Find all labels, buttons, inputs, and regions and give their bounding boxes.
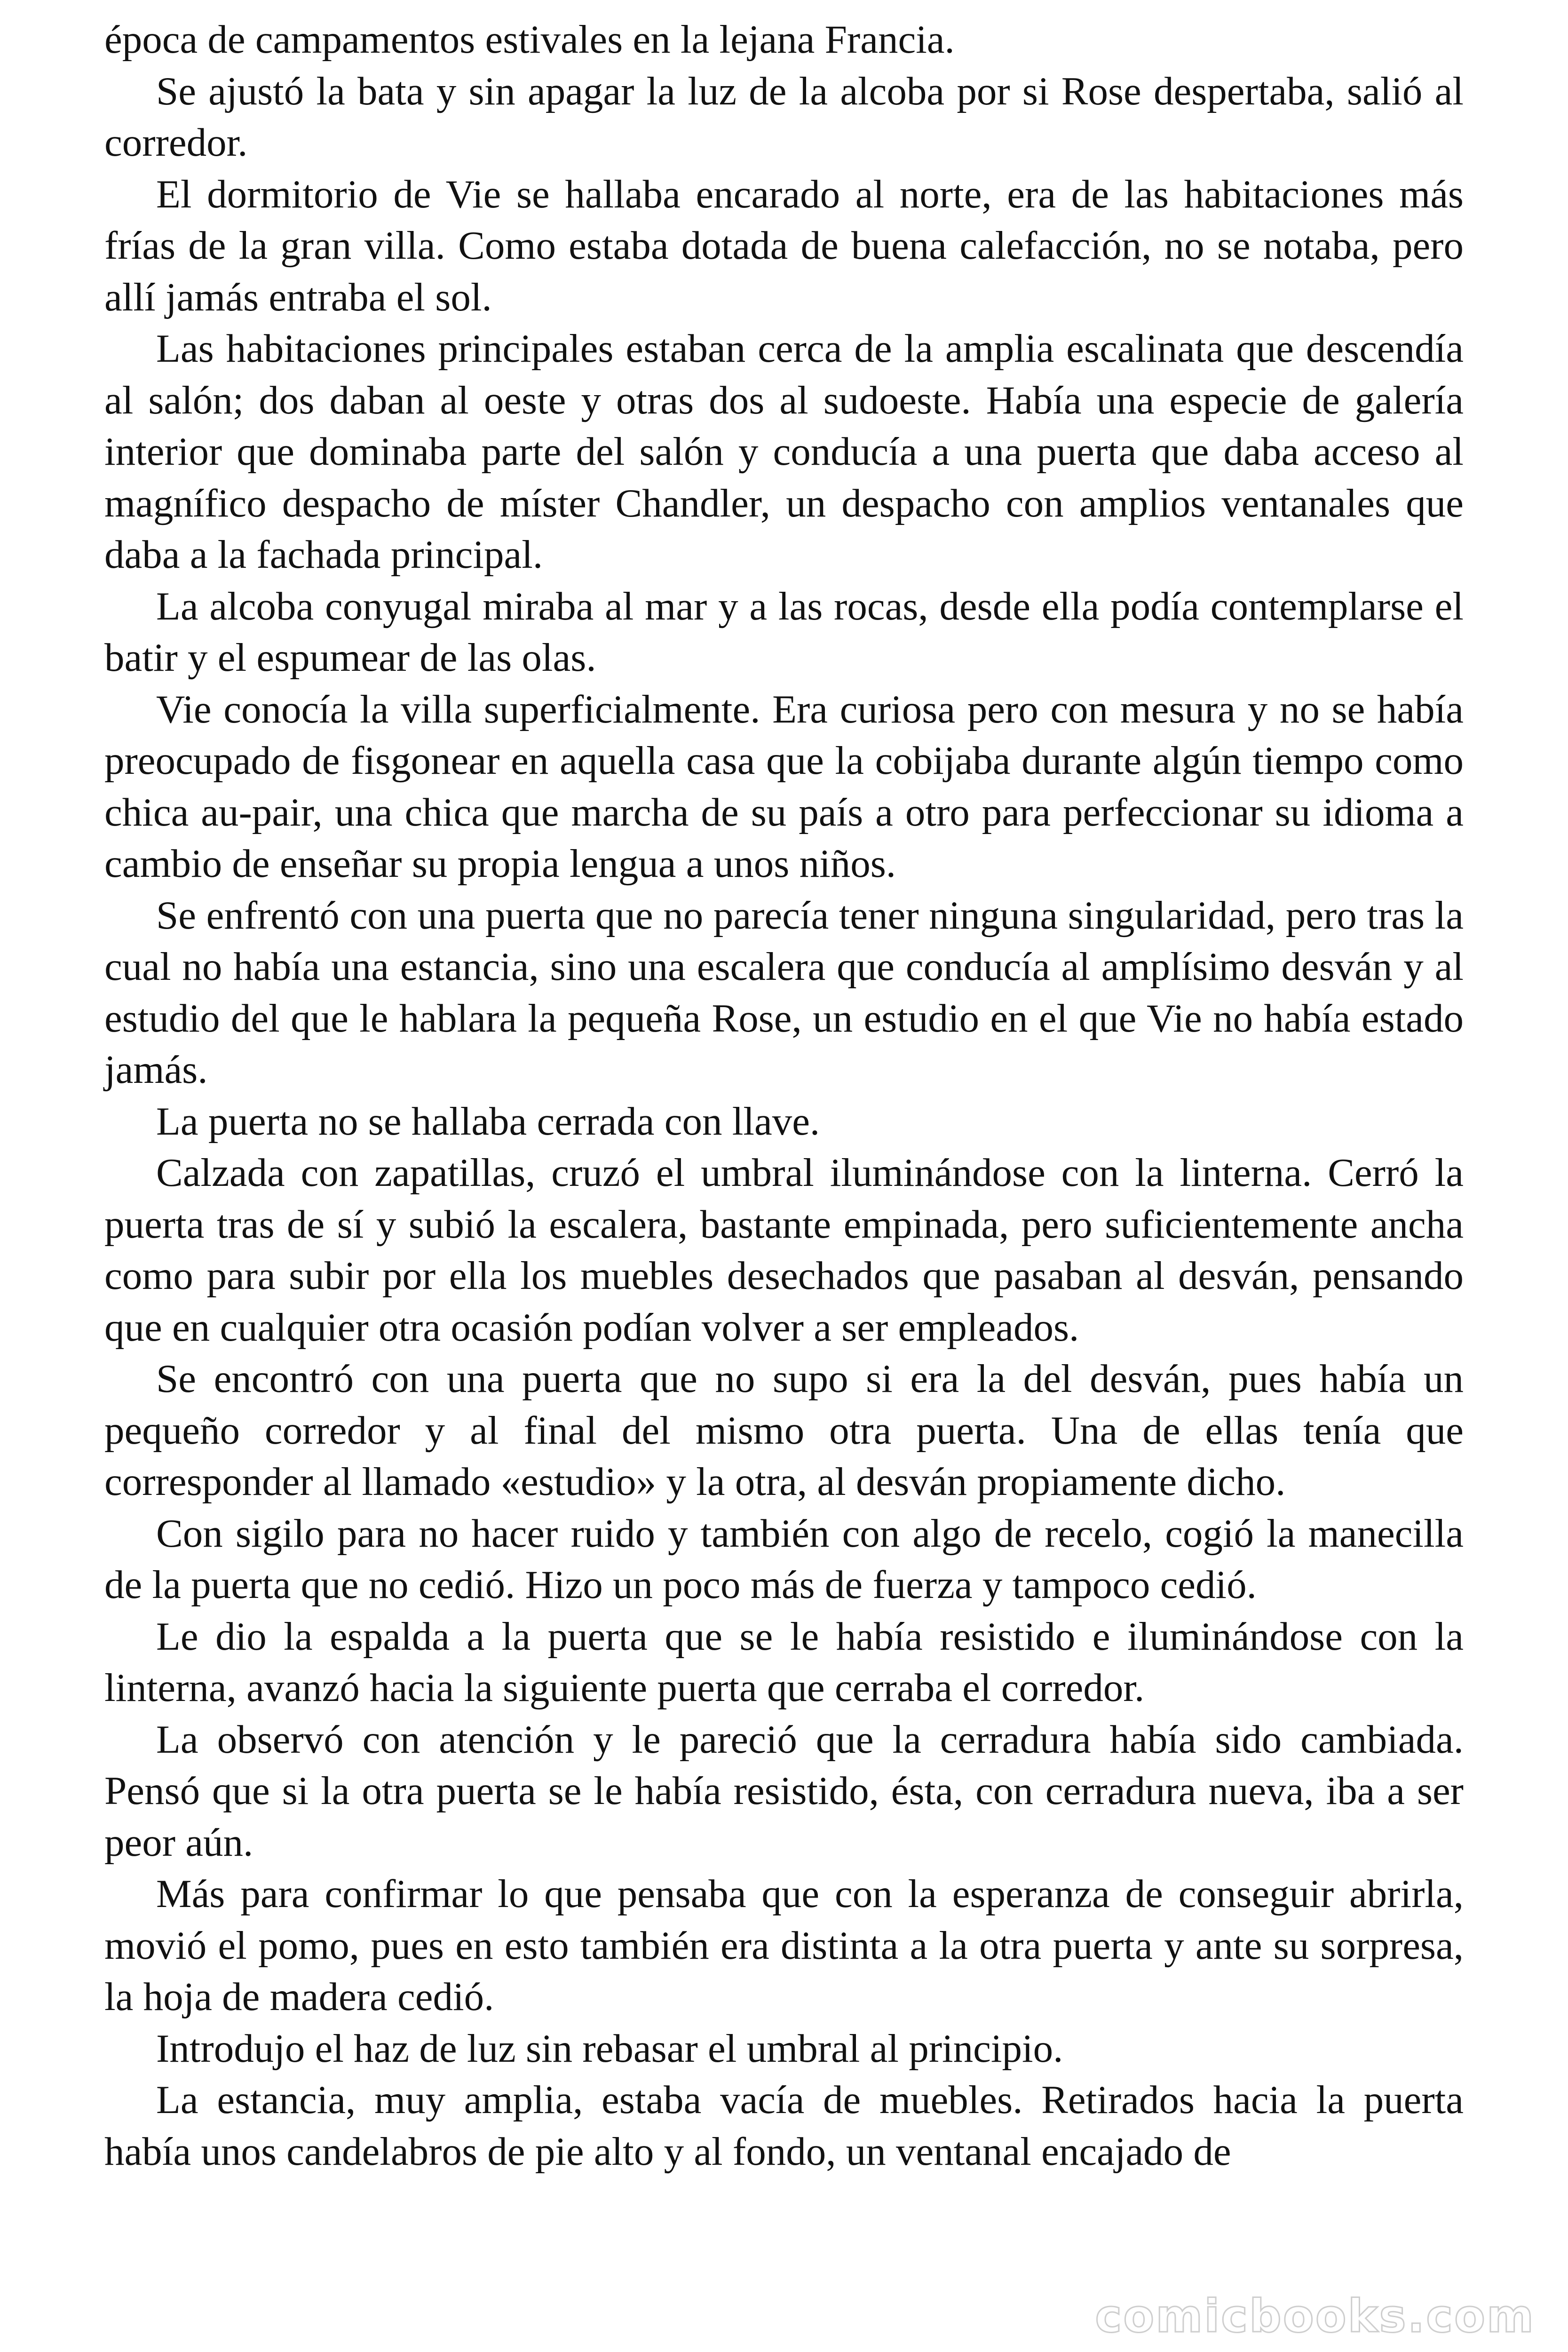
paragraph-13: La observó con atención y le pareció que la cerradura había sido cambiada. Pensó que si la otra puerta se le había resistido, ésta, con cerradura nueva, iba a ser peor aún.: [104, 1717, 1464, 1865]
watermark: comicbooks.com: [1095, 2290, 1535, 2343]
paragraph-8: La puerta no se hallaba cerrada con llave.: [156, 1099, 820, 1144]
paragraph-2: Se ajustó la bata y sin apagar la luz de la alcoba por si Rose despertaba, salió al corredor.: [104, 69, 1464, 165]
paragraph-3: El dormitorio de Vie se hallaba encarado al norte, era de las habitaciones más frías de la gran villa. Como estaba dotada de buena calefacción, no se notaba, pero allí jamás entraba el sol.: [104, 172, 1464, 319]
paragraph-11: Con sigilo para no hacer ruido y también con algo de recelo, cogió la manecilla de la puerta que no cedió. Hizo un poco más de fuerza y tampoco cedió.: [104, 1511, 1464, 1607]
paragraph-14: Más para confirmar lo que pensaba que con la esperanza de conseguir abrirla, movió el pomo, pues en esto también era distinta a la otra puerta y ante su sorpresa, la hoja de madera cedió.: [104, 1872, 1464, 2019]
page-body: [104, 14, 1464, 2177]
paragraph-10: Se encontró con una puerta que no supo si era la del desván, pues había un pequeño corredor y al final del mismo otra puerta. Una de ellas tenía que corresponder al llamado «estudio» y la otra, al desván propiamente dicho.: [104, 1357, 1464, 1504]
paragraph-7: Se enfrentó con una puerta que no parecía tener ninguna singularidad, pero tras la cual no había una estancia, sino una escalera que conducía al amplísimo desván y al estudio del que le hablara la pequeña Rose, un estudio en el que Vie no había estado jamás.: [104, 893, 1464, 1092]
paragraph-5: La alcoba conyugal miraba al mar y a las rocas, desde ella podía contemplarse el batir y el espumear de las olas.: [104, 584, 1464, 680]
paragraph-6: Vie conocía la villa superficialmente. Era curiosa pero con mesura y no se había preocupado de fisgonear en aquella casa que la cobijaba durante algún tiempo como chica au-pair, una chica que marcha de su país a otro para perfeccionar su idioma a cambio de enseñar su propia lengua a unos niños.: [104, 687, 1464, 886]
paragraph-9: Calzada con zapatillas, cruzó el umbral iluminándose con la linterna. Cerró la puerta tras de sí y subió la escalera, bastante empinada, pero suficientemente ancha como para subir por ella los muebles desechados que pasaban al desván, pensando que en cualquier otra ocasión podían volver a ser empleados.: [104, 1151, 1464, 1350]
paragraph-16: La estancia, muy amplia, estaba vacía de muebles. Retirados hacia la puerta había unos candelabros de pie alto y al fondo, un ventanal encajado de: [104, 2078, 1464, 2174]
paragraph-1: época de campamentos estivales en la lejana Francia.: [104, 17, 955, 62]
paragraph-4: Las habitaciones principales estaban cerca de la amplia escalinata que descendía al salón; dos daban al oeste y otras dos al sudoeste. Había una especie de galería interior que dominaba parte del salón y conducía a una puerta que daba acceso al magnífico despacho de míster Chandler, un despacho con amplios ventanales que daba a la fachada principal.: [104, 326, 1464, 577]
paragraph-15: Introdujo el haz de luz sin rebasar el umbral al principio.: [156, 2026, 1063, 2071]
paragraph-12: Le dio la espalda a la puerta que se le había resistido e iluminándose con la linterna, avanzó hacia la siguiente puerta que cerraba el corredor.: [104, 1614, 1464, 1710]
